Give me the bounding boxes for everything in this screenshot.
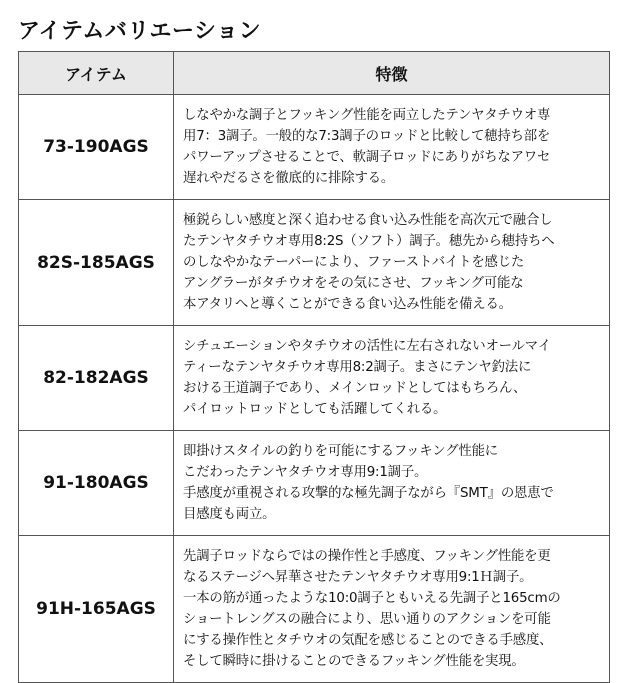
description-line: こだわったテンヤタチウオ専用9:1調子。 <box>183 465 428 480</box>
item-description <box>174 95 610 200</box>
description-line: しなやかな調子とフッキング性能を両立したテンヤタチウオ専 <box>183 108 551 123</box>
description-line: にする操作性とタチウオの気配を感じることのできる手感度、 <box>183 633 553 648</box>
description-line: たテンヤタチウオ専用8:2S（ソフト）調子。穂先から穂持ちへ <box>183 234 555 249</box>
description-line: 先調子ロッドならではの操作性と手感度、フッキング性能を更 <box>183 549 551 564</box>
description-line: 目感度も両立。 <box>183 507 276 522</box>
description-line: おける王道調子であり、メインロッドとしてはもちろん、 <box>183 381 527 396</box>
description-line: ショートレングスの融合により、思い通りのアクションを可能 <box>183 612 551 627</box>
header-feature: 特徴 <box>174 52 610 95</box>
description-line: そして瞬時に掛けることのできるフッキング性能を実現。 <box>183 654 525 669</box>
item-description <box>174 536 610 683</box>
header-item: アイテム <box>19 52 174 95</box>
page-title: アイテムバリエーション <box>18 19 262 44</box>
description-line: 本アタリへと導くことができる食い込み性能を備える。 <box>183 297 512 312</box>
description-line: なるステージへ昇華させたテンヤタチウオ専用9:1Ｈ調子。 <box>183 570 533 585</box>
description-line: シチュエーションやタチウオの活性に左右されないオールマイ <box>183 339 551 354</box>
description-line: のしなやかなテーパーにより、ファーストバイトを感じた <box>183 255 525 270</box>
table-row <box>19 536 610 683</box>
item-name: 91-180AGS <box>19 431 174 536</box>
description-line: 用7：3調子。一般的な7:3調子のロッドと比較して穂持ち部を <box>183 129 551 144</box>
item-description <box>174 326 610 431</box>
item-name: 82-182AGS <box>19 326 174 431</box>
table-row <box>19 200 610 326</box>
description-line: ティーなテンヤタチウオ専用8:2調子。まさにテンヤ釣法に <box>183 360 532 375</box>
description-line: 極鋭らしい感度と深く追わせる食い込み性能を高次元で融合し <box>183 213 553 228</box>
item-description <box>174 431 610 536</box>
table-row <box>19 326 610 431</box>
description-line: 手感度が重視される攻撃的な極先調子ながら『SMT』の恩恵で <box>183 486 554 501</box>
table-row <box>19 431 610 536</box>
table-row <box>19 95 610 200</box>
description-line: アングラーがタチウオをその気にさせ、フッキング可能な <box>183 276 524 291</box>
item-name: 91H-165AGS <box>19 536 174 683</box>
description-line: 一本の筋が通ったような10:0調子ともいえる先調子と165cmの <box>183 591 561 606</box>
variation-table <box>18 51 610 683</box>
description-line: パワーアップさせることで、軟調子ロッドにありがちなアワセ <box>183 150 551 165</box>
item-name: 82S-185AGS <box>19 200 174 326</box>
description-line: 遅れやだるさを徹底的に排除する。 <box>183 171 395 186</box>
item-name: 73-190AGS <box>19 95 174 200</box>
item-description <box>174 200 610 326</box>
description-line: パイロットロッドとしても活躍してくれる。 <box>183 402 447 417</box>
table-header-row <box>19 52 610 95</box>
description-line: 即掛けスタイルの釣りを可能にするフッキング性能に <box>183 444 498 459</box>
